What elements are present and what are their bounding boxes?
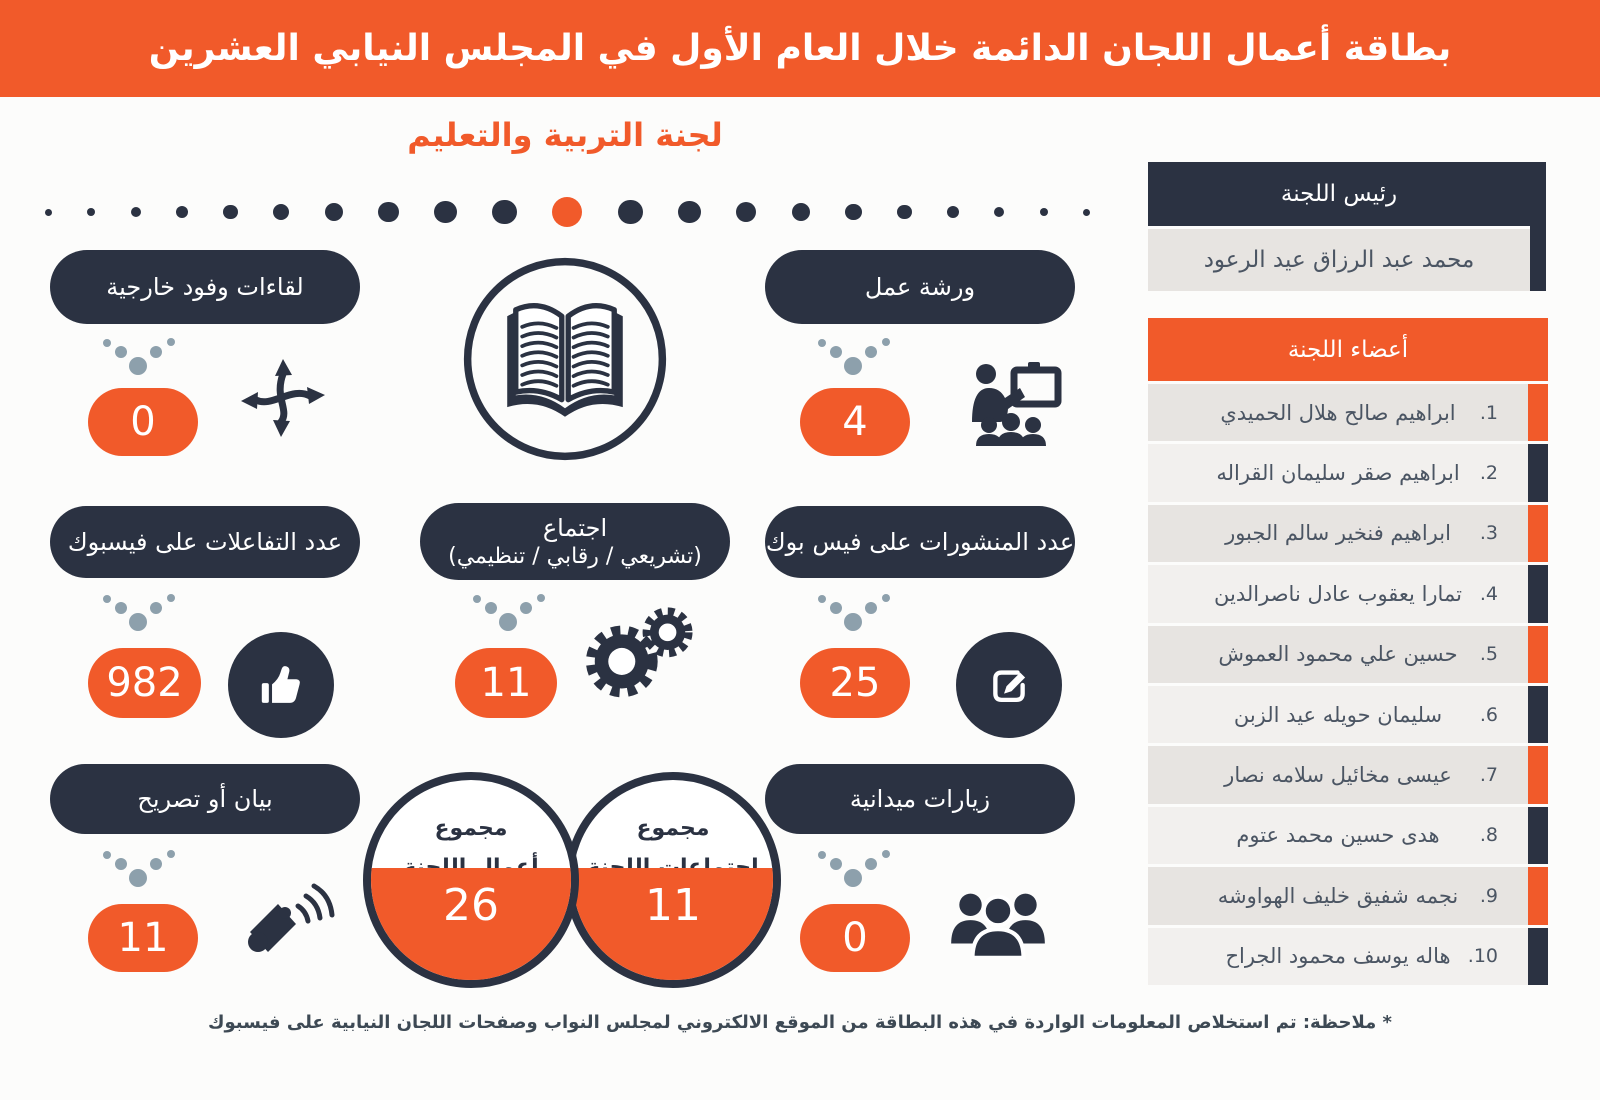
- stat-label: لقاءات وفود خارجية: [106, 273, 304, 301]
- edit-icon: [956, 632, 1062, 738]
- progress-dot: [1083, 209, 1090, 216]
- stat-label-line2: (تشريعي / رقابي / تنظيمي): [448, 543, 702, 569]
- member-row-bg: [1148, 384, 1528, 441]
- progress-dot: [434, 201, 457, 224]
- member-name: هدى حسين محمد عتوم: [1236, 823, 1440, 848]
- stat-value-pill: [800, 648, 910, 718]
- member-row: [1148, 444, 1548, 501]
- member-row: [1148, 686, 1548, 743]
- chairman-name-text: محمد عبد الرزاق عيد الرعود: [1203, 247, 1475, 273]
- progress-dot: [131, 207, 141, 217]
- stat-value: 4: [842, 399, 868, 445]
- stat-card-workshops: [765, 250, 1075, 324]
- member-row: [1148, 505, 1548, 562]
- member-name: نجمه شفيق خليف الهواوشه: [1217, 883, 1459, 908]
- member-number: .3: [1479, 522, 1498, 545]
- progress-dot: [678, 201, 701, 224]
- member-row-bg: [1148, 867, 1528, 924]
- progress-dot: [947, 206, 959, 218]
- progress-dot: [618, 200, 643, 225]
- stat-card-statements: [50, 764, 360, 834]
- member-number: .6: [1479, 703, 1498, 726]
- stat-label: بيان أو تصريح: [137, 785, 273, 813]
- stat-value: 11: [480, 660, 532, 706]
- member-name: ابراهيم فنخير سالم الجبور: [1225, 521, 1451, 546]
- member-row-strip: [1528, 686, 1548, 743]
- stat-label-line1: اجتماع: [542, 513, 608, 542]
- stat-value-pill: [88, 648, 201, 718]
- member-row-strip: [1528, 867, 1548, 924]
- progress-dot-active: [552, 197, 582, 227]
- progress-dot: [223, 205, 237, 219]
- member-row-bg: [1148, 746, 1528, 803]
- member-row: [1148, 565, 1548, 622]
- stat-value: 982: [106, 660, 183, 706]
- stat-card-facebook-posts: [765, 506, 1075, 578]
- member-row-strip: [1528, 928, 1548, 985]
- total-works-value: 26: [443, 880, 499, 931]
- megaphone-icon: [238, 866, 338, 966]
- open-book-icon: [458, 252, 672, 466]
- stat-value: 0: [842, 915, 868, 961]
- progress-dot: [845, 204, 862, 221]
- dots-cluster: [815, 334, 897, 380]
- member-number: .9: [1479, 884, 1498, 907]
- people-group-icon: [942, 864, 1054, 966]
- member-name: تمارا يعقوب عادل ناصرالدين: [1214, 581, 1462, 606]
- total-meetings-value: 11: [645, 880, 701, 931]
- progress-dot: [378, 202, 399, 223]
- member-name: عيسى مخائيل سلامه نصار: [1224, 763, 1452, 788]
- crossed-arrows-icon: [232, 346, 332, 446]
- dots-cluster: [100, 590, 182, 636]
- footnote: * ملاحظة: تم استخلاص المعلومات الواردة في هذه البطاقة من الموقع الالكتروني لمجلس النواب وصفحات اللجان النيابية على فيسبوك: [208, 1012, 1392, 1033]
- progress-dot: [176, 206, 188, 218]
- stat-value-pill: [455, 648, 557, 718]
- member-row-strip: [1528, 626, 1548, 683]
- member-row-bg: [1148, 505, 1528, 562]
- members-list: [1148, 384, 1548, 985]
- members-header: [1148, 318, 1548, 381]
- stat-label: عدد المنشورات على فيس بوك: [765, 528, 1075, 556]
- total-meetings-circle: [565, 772, 781, 988]
- stat-value: 25: [829, 660, 881, 706]
- stat-label: ورشة عمل: [864, 273, 976, 301]
- member-name: سليمان حويله عيد الزبن: [1233, 702, 1443, 727]
- member-number: .8: [1479, 824, 1498, 847]
- progress-dot: [87, 208, 95, 216]
- stat-label: عدد التفاعلات على فيسبوك: [67, 528, 343, 556]
- member-row: [1148, 928, 1548, 985]
- member-row: [1148, 384, 1548, 441]
- stat-value: 0: [130, 399, 156, 445]
- member-row-strip: [1528, 444, 1548, 501]
- member-row-strip: [1528, 746, 1548, 803]
- member-number: .7: [1479, 764, 1498, 787]
- stat-value-pill: [88, 904, 198, 972]
- progress-dot: [273, 204, 290, 221]
- stat-value: 11: [117, 915, 169, 961]
- stat-value-pill: [800, 904, 910, 972]
- dots-cluster: [100, 846, 182, 892]
- chairman-name: [1148, 229, 1530, 291]
- workshop-presenter-icon: [962, 348, 1062, 448]
- stat-card-facebook-interactions: [50, 506, 360, 578]
- member-row-bg: [1148, 565, 1528, 622]
- progress-dot: [1040, 208, 1048, 216]
- stat-card-meetings: [420, 503, 730, 580]
- member-row-bg: [1148, 807, 1528, 864]
- member-name: ابراهيم صالح هلال الحميدي: [1220, 400, 1456, 425]
- member-row-strip: [1528, 384, 1548, 441]
- member-number: .4: [1479, 582, 1498, 605]
- total-works-label-line1: مجموع: [434, 816, 508, 841]
- progress-dot: [736, 202, 757, 223]
- chairman-header-label: رئيس اللجنة: [1280, 181, 1398, 207]
- total-meetings-label-line1: مجموع: [636, 816, 710, 841]
- chairman-strip: [1530, 162, 1546, 291]
- committee-name: لجنة التربية والتعليم: [407, 116, 723, 154]
- stat-value-pill: [88, 388, 198, 456]
- member-number: .2: [1479, 462, 1498, 485]
- stat-value-pill: [800, 388, 910, 456]
- dots-cluster: [815, 846, 897, 892]
- member-row-strip: [1528, 565, 1548, 622]
- progress-dot: [897, 205, 911, 219]
- page-title: بطاقة أعمال اللجان الدائمة خلال العام الأول في المجلس النيابي العشرين: [148, 28, 1452, 69]
- progress-dot: [45, 209, 52, 216]
- chairman-header: [1148, 162, 1530, 226]
- dots-cluster: [815, 590, 897, 636]
- member-row: [1148, 626, 1548, 683]
- member-number: .5: [1479, 643, 1498, 666]
- member-row-bg: [1148, 928, 1528, 985]
- total-works-circle: [363, 772, 579, 988]
- member-row: [1148, 867, 1548, 924]
- member-name: ابراهيم صقر سليمان القراله: [1216, 461, 1460, 486]
- thumbs-up-icon: [228, 632, 334, 738]
- stat-label: زيارات ميدانية: [849, 785, 991, 813]
- member-row-bg: [1148, 686, 1528, 743]
- stat-card-external-delegations: [50, 250, 360, 324]
- dots-cluster: [470, 590, 552, 636]
- member-row-bg: [1148, 444, 1528, 501]
- banner: [0, 0, 1600, 97]
- member-row-bg: [1148, 626, 1528, 683]
- progress-dot: [994, 207, 1004, 217]
- gears-icon: [580, 598, 700, 702]
- member-name: حسين علي محمود العموش: [1218, 642, 1458, 667]
- member-row-strip: [1528, 807, 1548, 864]
- member-number: .10: [1467, 945, 1498, 968]
- dots-cluster: [100, 334, 182, 380]
- member-row: [1148, 746, 1548, 803]
- member-number: .1: [1479, 401, 1498, 424]
- progress-dot: [792, 203, 811, 222]
- member-row-strip: [1528, 505, 1548, 562]
- member-name: هاله يوسف محمود الجراح: [1225, 944, 1451, 969]
- stat-card-field-visits: [765, 764, 1075, 834]
- progress-dot: [492, 200, 517, 225]
- progress-dots: [45, 196, 1090, 228]
- member-row: [1148, 807, 1548, 864]
- progress-dot: [325, 203, 344, 222]
- members-header-label: أعضاء اللجنة: [1287, 336, 1409, 363]
